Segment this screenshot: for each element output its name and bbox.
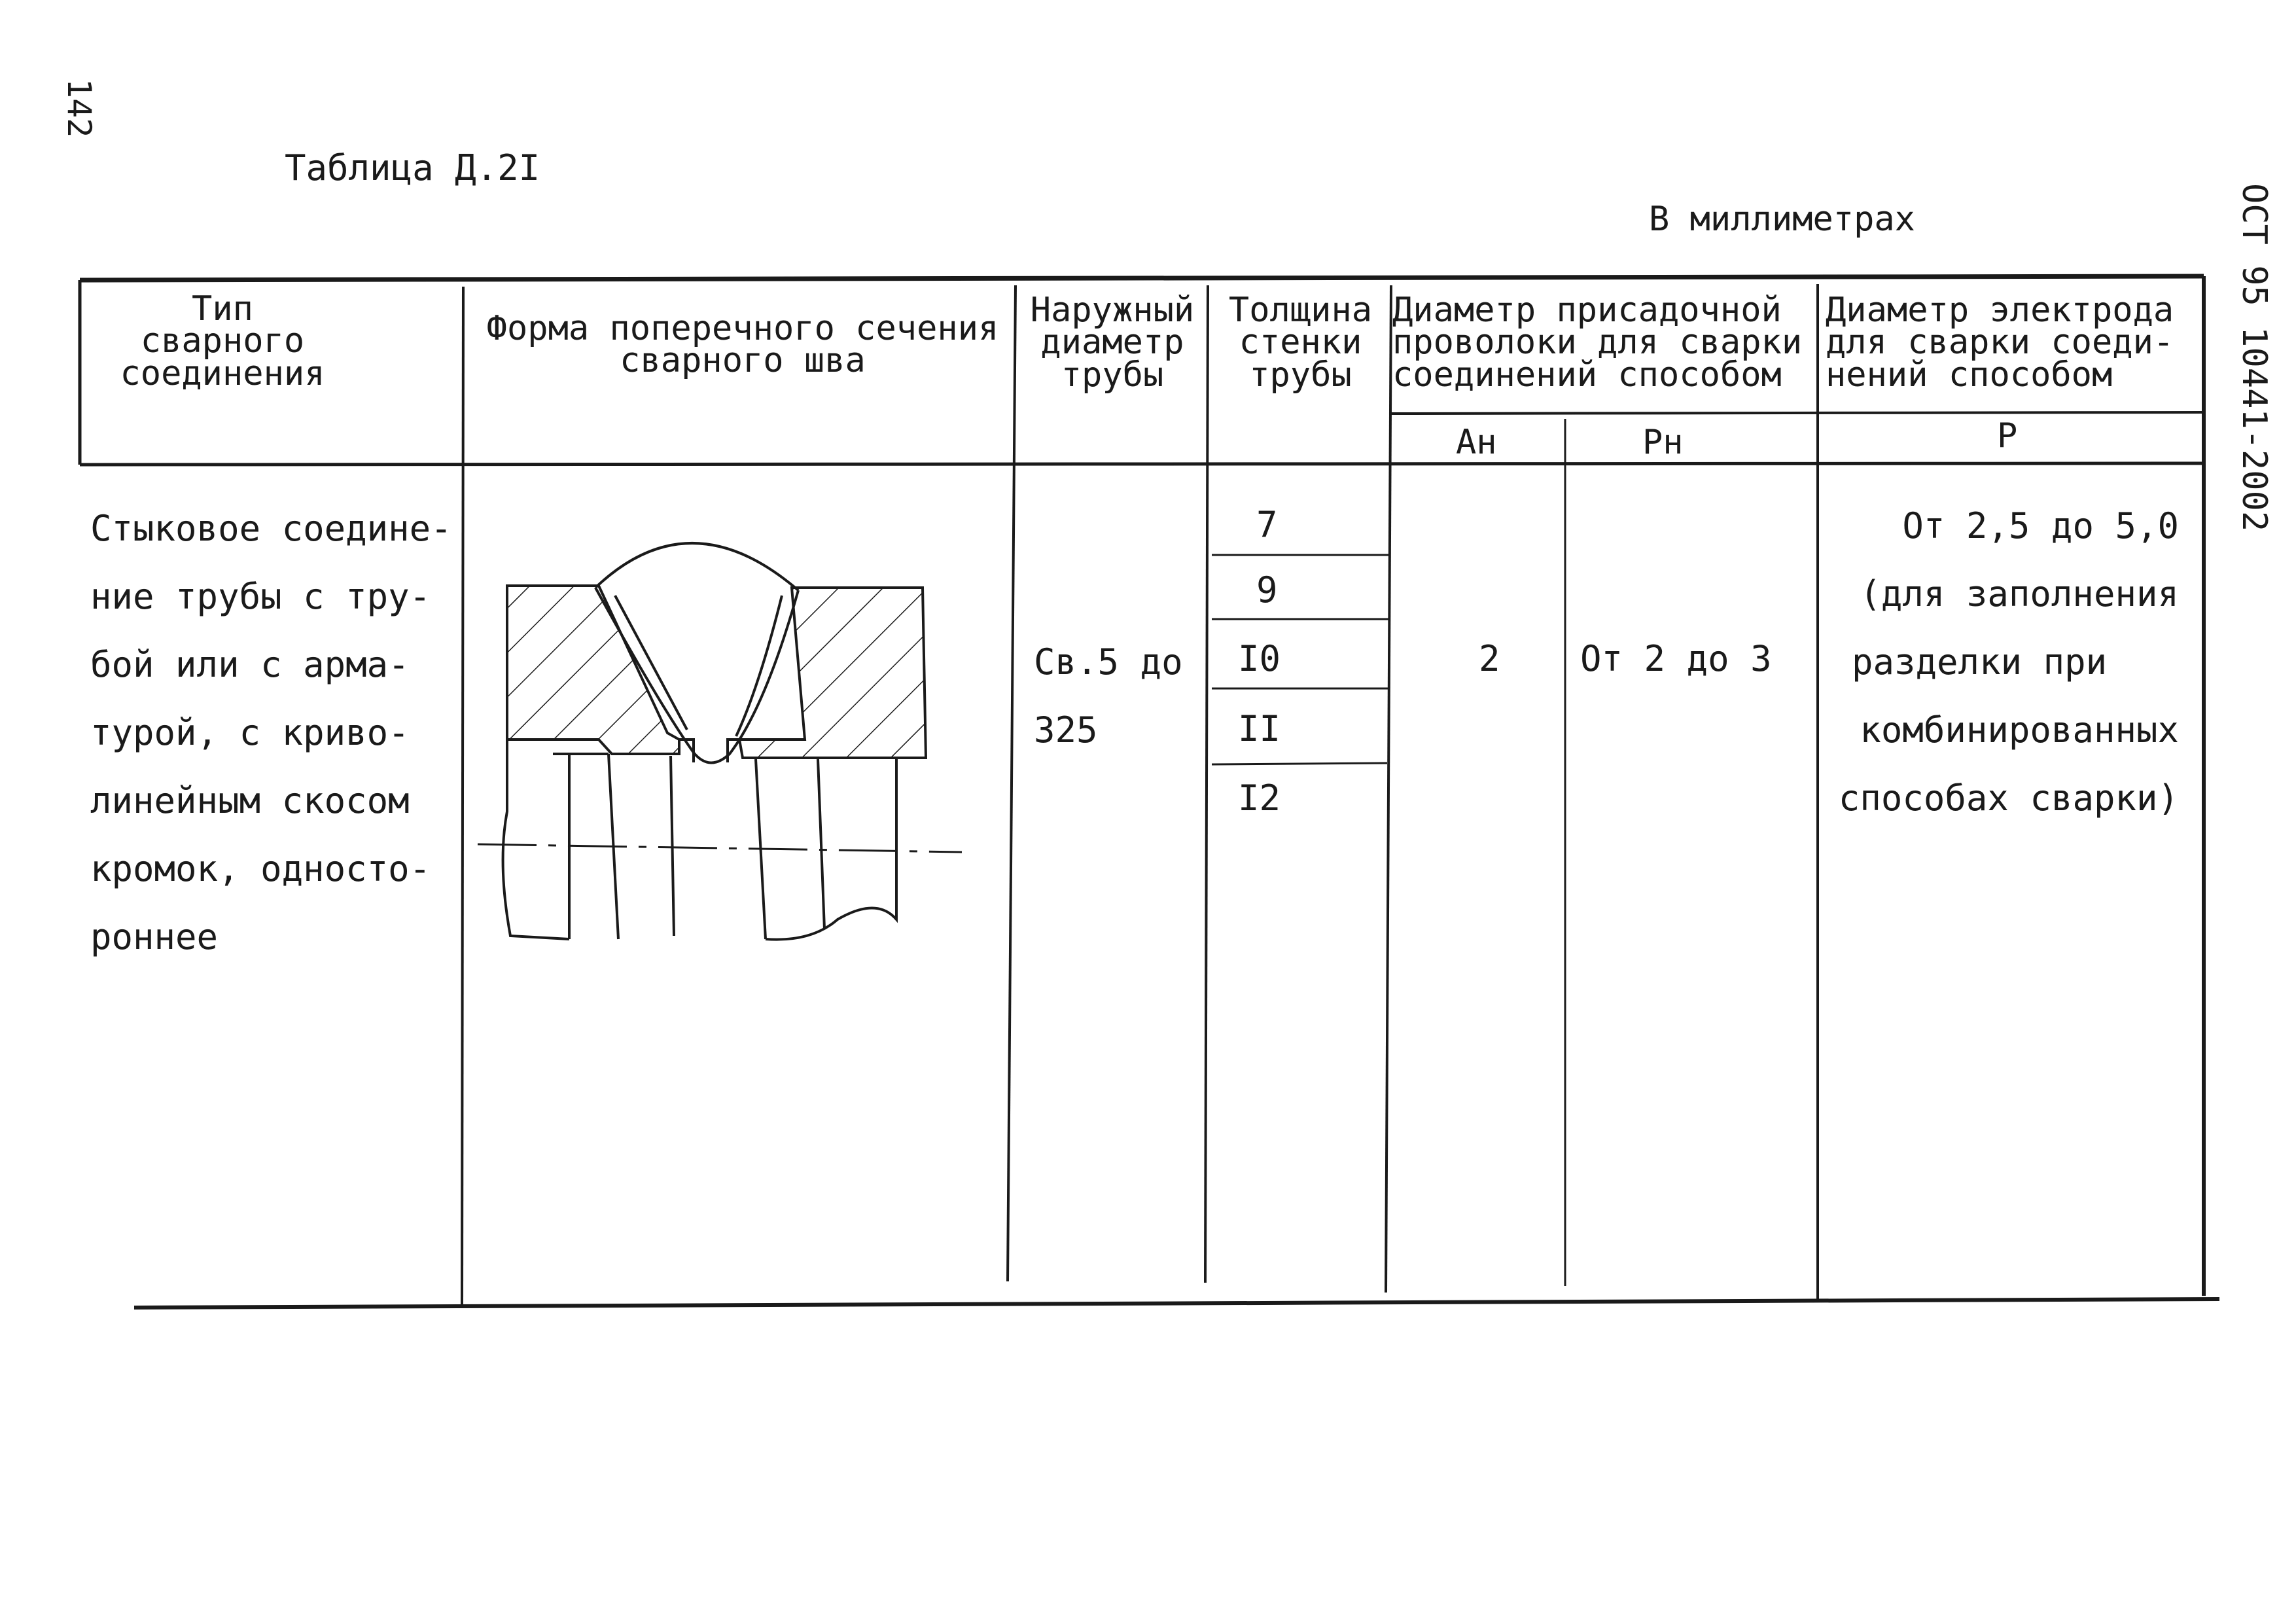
header-outer-diameter: Наружный диаметр трубы	[1030, 291, 1195, 395]
wall-thickness-7: 7	[1256, 504, 1278, 545]
header-weld-shape: Форма поперечного сечения сварного шва	[486, 309, 999, 381]
header-joint-type: Тип сварного соединения	[120, 289, 325, 393]
document-code: ОСТ 95 10441-2002	[2234, 183, 2274, 532]
outer-diameter-range: Св.5 до 325	[1034, 641, 1183, 751]
header-wall-thickness: Толщина стенки трубы	[1228, 291, 1373, 395]
header-electrode: Диаметр электрода для сварки соеди- нений способом	[1826, 291, 2174, 395]
electrode-diameter-note: От 2,5 до 5,0 (для заполнения разделки при комбинированных способах сварки)	[1838, 505, 2179, 819]
joint-type-description: Стыковое соедине- ние трубы с тру- бой или с арма- турой, с криво- линейным скосом кромок, односто- роннее	[90, 508, 452, 957]
wall-thickness-12: I2	[1238, 777, 1281, 819]
header-method-an: Ан	[1456, 423, 1497, 462]
table-title: Таблица Д.2I	[285, 147, 540, 188]
header-method-r: Р	[1997, 416, 2018, 455]
units-note: В миллиметрах	[1649, 200, 1915, 239]
wall-thickness-9: 9	[1256, 569, 1278, 611]
header-method-rn: Рн	[1642, 423, 1684, 462]
weld-cross-section-drawing	[471, 510, 968, 969]
wall-thickness-10: I0	[1238, 638, 1281, 679]
filler-wire-an-value: 2	[1479, 638, 1500, 679]
filler-wire-rn-value: От 2 до 3	[1580, 638, 1772, 679]
page-number: 142	[60, 79, 98, 138]
header-filler-wire: Диаметр присадочной проволоки для сварки соединений способом	[1392, 291, 1803, 395]
wall-thickness-11: II	[1238, 708, 1281, 749]
